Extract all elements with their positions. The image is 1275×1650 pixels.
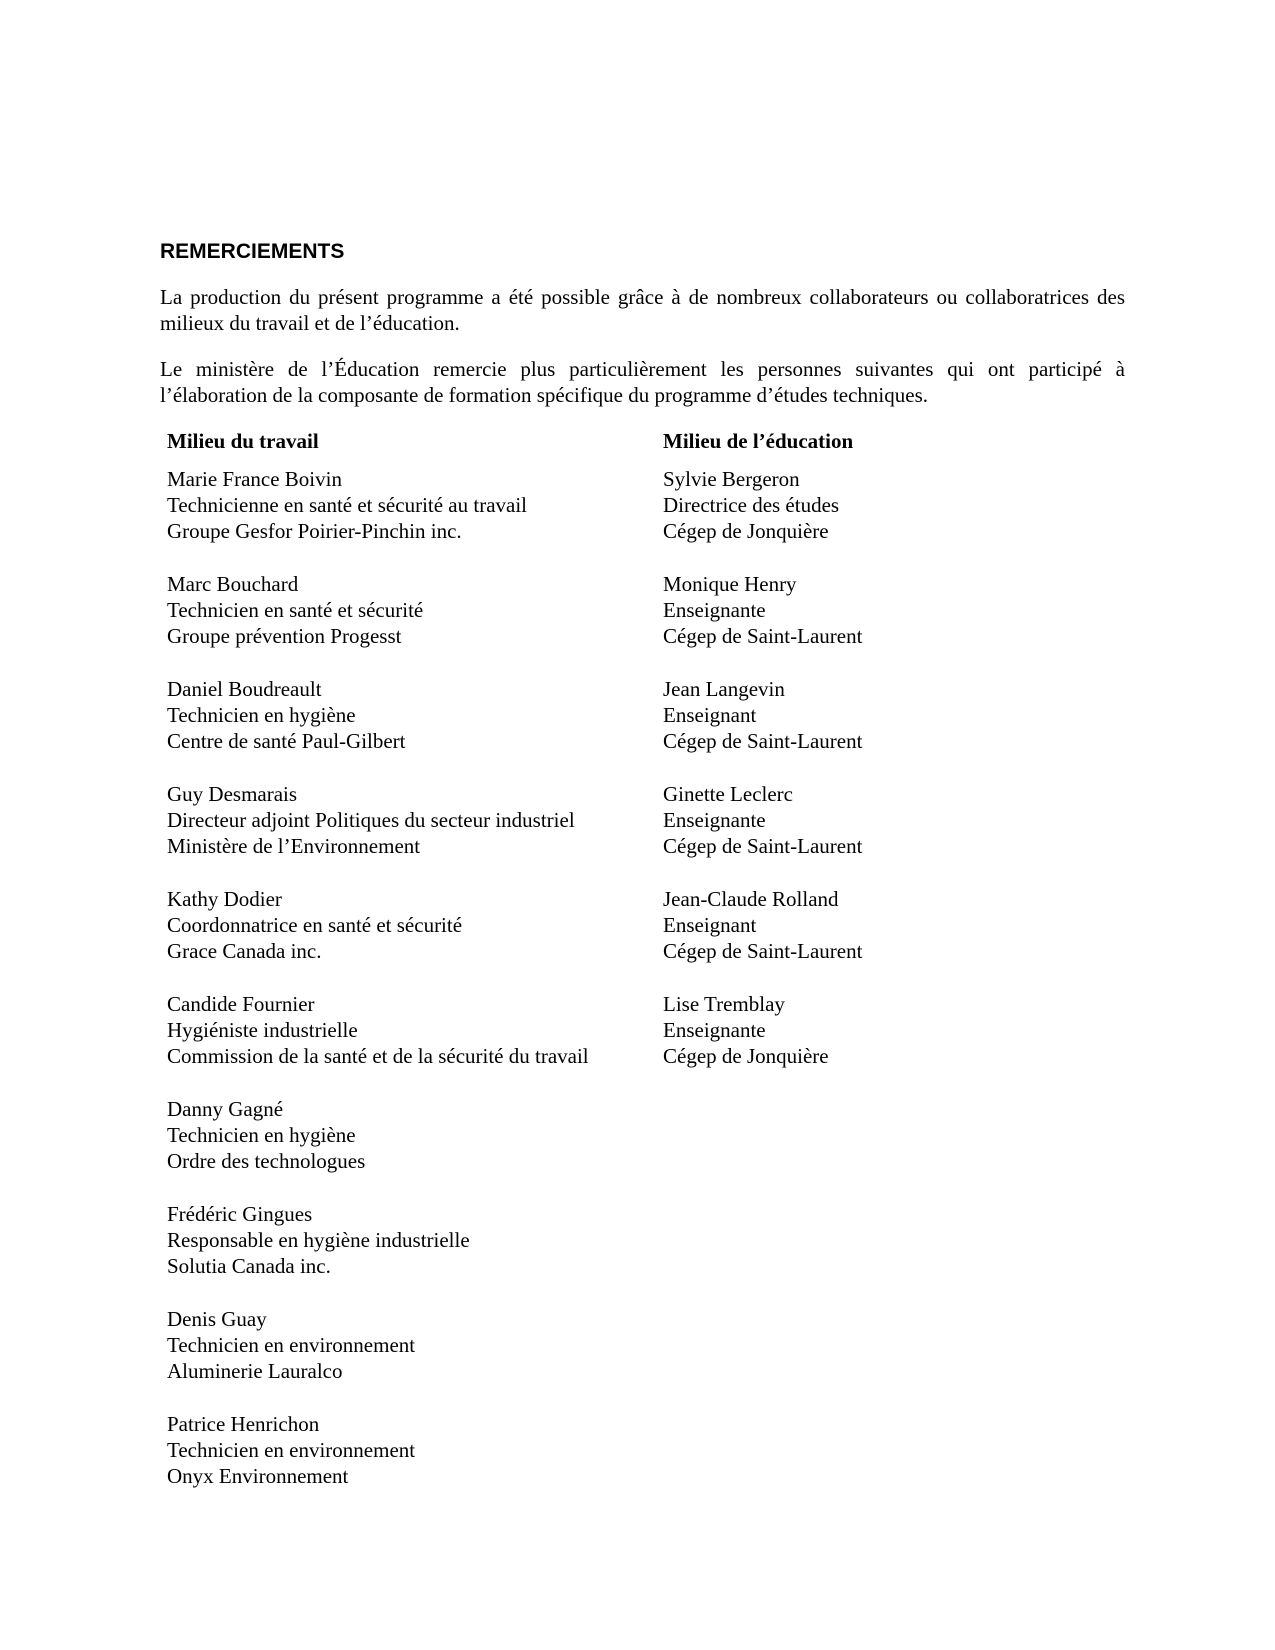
person-name: Marc Bouchard bbox=[167, 572, 299, 596]
person-role: Technicien en hygiène bbox=[167, 1123, 356, 1147]
person-entry bbox=[167, 991, 647, 1069]
person-role: Enseignant bbox=[663, 703, 757, 727]
person-role: Technicien en santé et sécurité bbox=[167, 598, 424, 622]
person-role: Technicien en environnement bbox=[167, 1438, 416, 1462]
person-entry bbox=[167, 571, 647, 649]
person-entry bbox=[167, 466, 647, 544]
person-entry bbox=[167, 1096, 647, 1174]
person-organization: Aluminerie Lauralco bbox=[167, 1359, 343, 1383]
person-name: Kathy Dodier bbox=[167, 887, 282, 911]
person-entry bbox=[663, 781, 1123, 859]
person-entry bbox=[663, 991, 1123, 1069]
person-entry bbox=[663, 466, 1123, 544]
person-role: Technicien en environnement bbox=[167, 1333, 416, 1357]
person-role: Enseignant bbox=[663, 913, 757, 937]
person-entry bbox=[167, 886, 647, 964]
person-organization: Cégep de Jonquière bbox=[663, 519, 829, 543]
person-name: Monique Henry bbox=[663, 572, 797, 596]
person-entry bbox=[167, 676, 647, 754]
education-column bbox=[663, 428, 1123, 1096]
person-role: Technicienne en santé et sécurité au travail bbox=[167, 493, 528, 517]
person-name: Candide Fournier bbox=[167, 992, 315, 1016]
person-organization: Grace Canada inc. bbox=[167, 939, 322, 963]
person-organization: Commission de la santé et de la sécurité du travail bbox=[167, 1044, 589, 1068]
person-role: Enseignante bbox=[663, 598, 766, 622]
person-organization: Ordre des technologues bbox=[167, 1149, 366, 1173]
person-entry bbox=[663, 676, 1123, 754]
person-organization: Ministère de l’Environnement bbox=[167, 834, 421, 858]
person-role: Directrice des études bbox=[663, 493, 840, 517]
person-name: Jean-Claude Rolland bbox=[663, 887, 839, 911]
page-title: REMERCIEMENTS bbox=[160, 240, 345, 263]
person-name: Daniel Boudreault bbox=[167, 677, 322, 701]
thanks-paragraph: Le ministère de l’Éducation remercie plus particulièrement les personnes suivantes qui ont participé à l’élaboration de la composante de formation spécifique du programme d’études techniques. bbox=[160, 357, 1125, 407]
person-organization: Cégep de Saint-Laurent bbox=[663, 834, 863, 858]
person-entry bbox=[167, 1411, 647, 1489]
person-role: Technicien en hygiène bbox=[167, 703, 356, 727]
person-organization: Groupe Gesfor Poirier-Pinchin inc. bbox=[167, 519, 462, 543]
education-column-heading: Milieu de l’éducation bbox=[663, 429, 854, 453]
person-organization: Onyx Environnement bbox=[167, 1464, 349, 1488]
person-name: Danny Gagné bbox=[167, 1097, 284, 1121]
person-name: Frédéric Gingues bbox=[167, 1202, 313, 1226]
person-entry bbox=[663, 571, 1123, 649]
person-role: Responsable en hygiène industrielle bbox=[167, 1228, 470, 1252]
person-name: Jean Langevin bbox=[663, 677, 785, 701]
work-column-heading: Milieu du travail bbox=[167, 429, 319, 453]
person-role: Directeur adjoint Politiques du secteur industriel bbox=[167, 808, 575, 832]
person-name: Ginette Leclerc bbox=[663, 782, 793, 806]
person-organization: Groupe prévention Progesst bbox=[167, 624, 402, 648]
person-name: Marie France Boivin bbox=[167, 467, 342, 491]
person-organization: Cégep de Saint-Laurent bbox=[663, 939, 863, 963]
person-role: Enseignante bbox=[663, 808, 766, 832]
person-name: Lise Tremblay bbox=[663, 992, 785, 1016]
person-organization: Cégep de Saint-Laurent bbox=[663, 624, 863, 648]
person-organization: Cégep de Saint-Laurent bbox=[663, 729, 863, 753]
person-role: Coordonnatrice en santé et sécurité bbox=[167, 913, 463, 937]
person-organization: Cégep de Jonquière bbox=[663, 1044, 829, 1068]
person-name: Sylvie Bergeron bbox=[663, 467, 800, 491]
work-column bbox=[167, 428, 647, 1516]
person-name: Patrice Henrichon bbox=[167, 1412, 320, 1436]
person-entry bbox=[167, 781, 647, 859]
person-name: Denis Guay bbox=[167, 1307, 267, 1331]
person-name: Guy Desmarais bbox=[167, 782, 298, 806]
person-organization: Solutia Canada inc. bbox=[167, 1254, 331, 1278]
person-role: Hygiéniste industrielle bbox=[167, 1018, 358, 1042]
person-organization: Centre de santé Paul-Gilbert bbox=[167, 729, 406, 753]
person-entry bbox=[663, 886, 1123, 964]
intro-paragraph: La production du présent programme a été possible grâce à de nombreux collaborateurs ou collaboratrices des milieux du travail et de l’éducation. bbox=[160, 285, 1125, 335]
person-entry bbox=[167, 1201, 647, 1279]
person-role: Enseignante bbox=[663, 1018, 766, 1042]
person-entry bbox=[167, 1306, 647, 1384]
